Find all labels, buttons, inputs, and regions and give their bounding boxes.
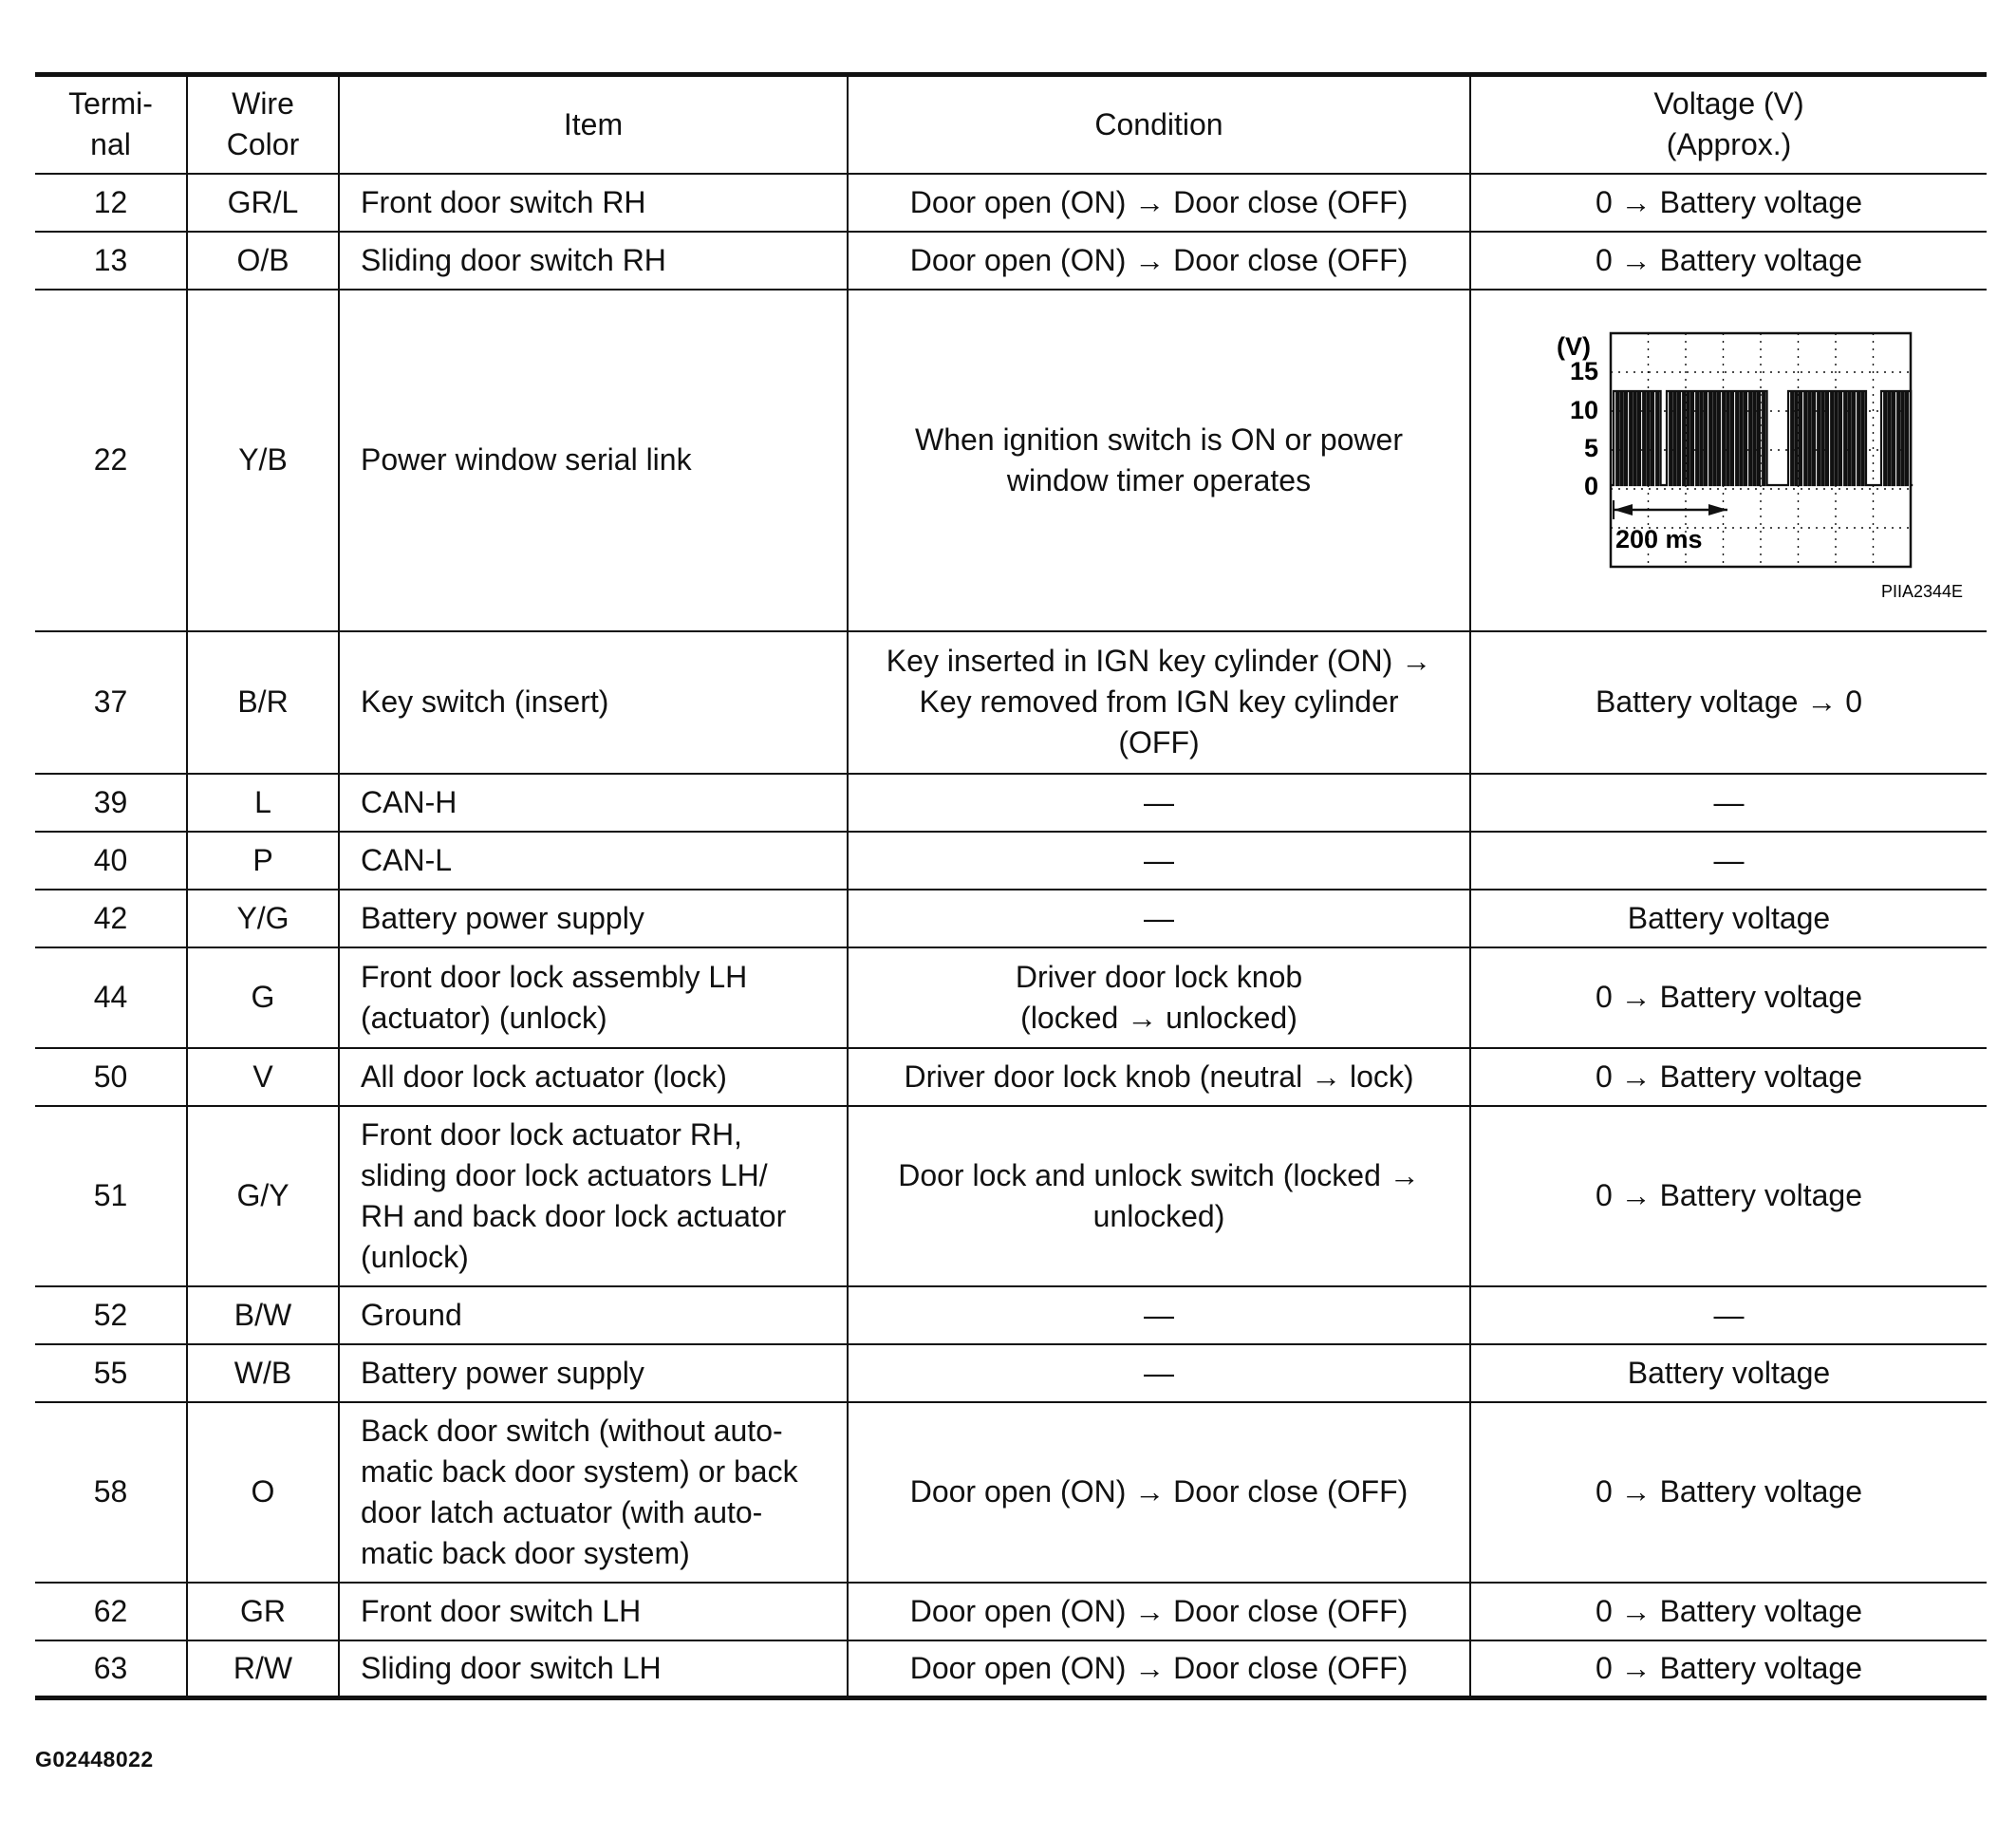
table-row	[35, 890, 1987, 947]
table-row	[35, 832, 1987, 890]
terminal-voltage-table	[35, 72, 1987, 1700]
cell-terminal: 12	[35, 174, 187, 232]
cell-terminal: 13	[35, 232, 187, 290]
cell-condition: Door open (ON) → Door close (OFF)	[848, 1402, 1470, 1583]
cell-wire-color: B/W	[187, 1286, 339, 1344]
waveform-unit-label: (V)	[1557, 331, 1591, 361]
waveform-y-tick-label: 5	[1583, 433, 1598, 462]
cell-item: Ground	[339, 1286, 848, 1344]
cell-terminal: 39	[35, 774, 187, 832]
cell-condition: Door open (ON) → Door close (OFF)	[848, 174, 1470, 232]
cell-condition: Driver door lock knob (neutral → lock)	[848, 1048, 1470, 1106]
table-row	[35, 1583, 1987, 1640]
table-row	[35, 774, 1987, 832]
cell-wire-color: V	[187, 1048, 339, 1106]
cell-voltage: 0 → Battery voltage	[1470, 1048, 1987, 1106]
cell-condition: —	[848, 1286, 1470, 1344]
table-row	[35, 174, 1987, 232]
cell-item: CAN-H	[339, 774, 848, 832]
cell-item: CAN-L	[339, 832, 848, 890]
cell-terminal: 22	[35, 290, 187, 631]
cell-condition: —	[848, 832, 1470, 890]
cell-voltage: 0 → Battery voltage	[1470, 1583, 1987, 1640]
cell-voltage: —	[1470, 832, 1987, 890]
header-voltage: Voltage (V) (Approx.)	[1470, 75, 1987, 174]
cell-item: All door lock actuator (lock)	[339, 1048, 848, 1106]
cell-condition: —	[848, 1344, 1470, 1402]
cell-voltage: Battery voltage → 0	[1470, 631, 1987, 774]
table-row	[35, 947, 1987, 1048]
cell-item: Battery power supply	[339, 1344, 848, 1402]
cell-wire-color: B/R	[187, 631, 339, 774]
cell-voltage: 0 → Battery voltage	[1470, 232, 1987, 290]
cell-voltage: 0 → Battery voltage	[1470, 1106, 1987, 1286]
cell-condition: Door lock and unlock switch (locked → unlocked)	[848, 1106, 1470, 1286]
cell-condition: Driver door lock knob (locked → unlocked)	[848, 947, 1470, 1048]
cell-voltage: 0 → Battery voltage	[1470, 174, 1987, 232]
cell-item: Back door switch (without auto- matic back door system) or back door latch actuator (with auto- matic back door system)	[339, 1402, 848, 1583]
cell-wire-color: G/Y	[187, 1106, 339, 1286]
header-wire-color: Wire Color	[187, 75, 339, 174]
cell-item: Sliding door switch RH	[339, 232, 848, 290]
cell-condition: Key inserted in IGN key cylinder (ON) → Key removed from IGN key cylinder (OFF)	[848, 631, 1470, 774]
time-span-marker	[1614, 500, 1727, 519]
cell-voltage: —	[1470, 774, 1987, 832]
waveform-y-tick-label: 0	[1583, 471, 1598, 500]
cell-voltage: Battery voltage	[1470, 890, 1987, 947]
cell-wire-color: R/W	[187, 1640, 339, 1698]
cell-terminal: 37	[35, 631, 187, 774]
cell-terminal: 63	[35, 1640, 187, 1698]
cell-item: Front door switch RH	[339, 174, 848, 232]
cell-terminal: 52	[35, 1286, 187, 1344]
cell-terminal: 51	[35, 1106, 187, 1286]
cell-voltage: 0 → Battery voltage	[1470, 947, 1987, 1048]
cell-wire-color: P	[187, 832, 339, 890]
cell-voltage: Battery voltage	[1470, 1344, 1987, 1402]
cell-wire-color: W/B	[187, 1344, 339, 1402]
cell-item: Front door lock assembly LH (actuator) (unlock)	[339, 947, 848, 1048]
header-row	[35, 75, 1987, 174]
cell-terminal: 50	[35, 1048, 187, 1106]
cell-condition: —	[848, 774, 1470, 832]
table-row	[35, 631, 1987, 774]
cell-item: Front door lock actuator RH, sliding door lock actuators LH/ RH and back door lock actuator (unlock)	[339, 1106, 848, 1286]
cell-condition: Door open (ON) → Door close (OFF)	[848, 1640, 1470, 1698]
cell-terminal: 42	[35, 890, 187, 947]
waveform-pulse-train	[1612, 391, 1913, 485]
cell-item: Key switch (insert)	[339, 631, 848, 774]
header-item: Item	[339, 75, 848, 174]
table-row	[35, 1640, 1987, 1698]
waveform-figure-code: PIIA2344E	[1881, 581, 1964, 601]
table-row	[35, 1048, 1987, 1106]
table-row	[35, 1106, 1987, 1286]
cell-wire-color: Y/G	[187, 890, 339, 947]
table-row	[35, 1402, 1987, 1583]
table-row	[35, 1344, 1987, 1402]
cell-voltage: 0 → Battery voltage	[1470, 1402, 1987, 1583]
cell-item: Sliding door switch LH	[339, 1640, 848, 1698]
cell-wire-color: Y/B	[187, 290, 339, 631]
cell-item: Power window serial link	[339, 290, 848, 631]
cell-wire-color: G	[187, 947, 339, 1048]
cell-wire-color: O/B	[187, 232, 339, 290]
cell-wire-color: GR	[187, 1583, 339, 1640]
cell-item: Front door switch LH	[339, 1583, 848, 1640]
cell-voltage: 0 → Battery voltage	[1470, 1640, 1987, 1698]
cell-terminal: 55	[35, 1344, 187, 1402]
serial-link-waveform	[1540, 327, 1964, 602]
waveform-time-label: 200 ms	[1615, 524, 1703, 553]
terminal-table-sheet	[35, 72, 1987, 1700]
table-row	[35, 232, 1987, 290]
table-row	[35, 290, 1987, 631]
waveform-y-tick-label: 15	[1569, 356, 1598, 385]
cell-condition: —	[848, 890, 1470, 947]
cell-terminal: 58	[35, 1402, 187, 1583]
cell-wire-color: GR/L	[187, 174, 339, 232]
cell-condition: Door open (ON) → Door close (OFF)	[848, 232, 1470, 290]
cell-wire-color: L	[187, 774, 339, 832]
cell-voltage-waveform	[1470, 290, 1987, 631]
table-row	[35, 1286, 1987, 1344]
cell-terminal: 40	[35, 832, 187, 890]
waveform-y-ticks	[1570, 357, 1598, 500]
cell-terminal: 62	[35, 1583, 187, 1640]
cell-item: Battery power supply	[339, 890, 848, 947]
document-code: G02448022	[35, 1747, 154, 1771]
cell-terminal: 44	[35, 947, 187, 1048]
cell-voltage: —	[1470, 1286, 1987, 1344]
cell-condition: Door open (ON) → Door close (OFF)	[848, 1583, 1470, 1640]
waveform-y-tick-label: 10	[1569, 395, 1598, 424]
cell-wire-color: O	[187, 1402, 339, 1583]
header-condition: Condition	[848, 75, 1470, 174]
header-terminal: Termi- nal	[35, 75, 187, 174]
cell-condition: When ignition switch is ON or power window timer operates	[848, 290, 1470, 631]
